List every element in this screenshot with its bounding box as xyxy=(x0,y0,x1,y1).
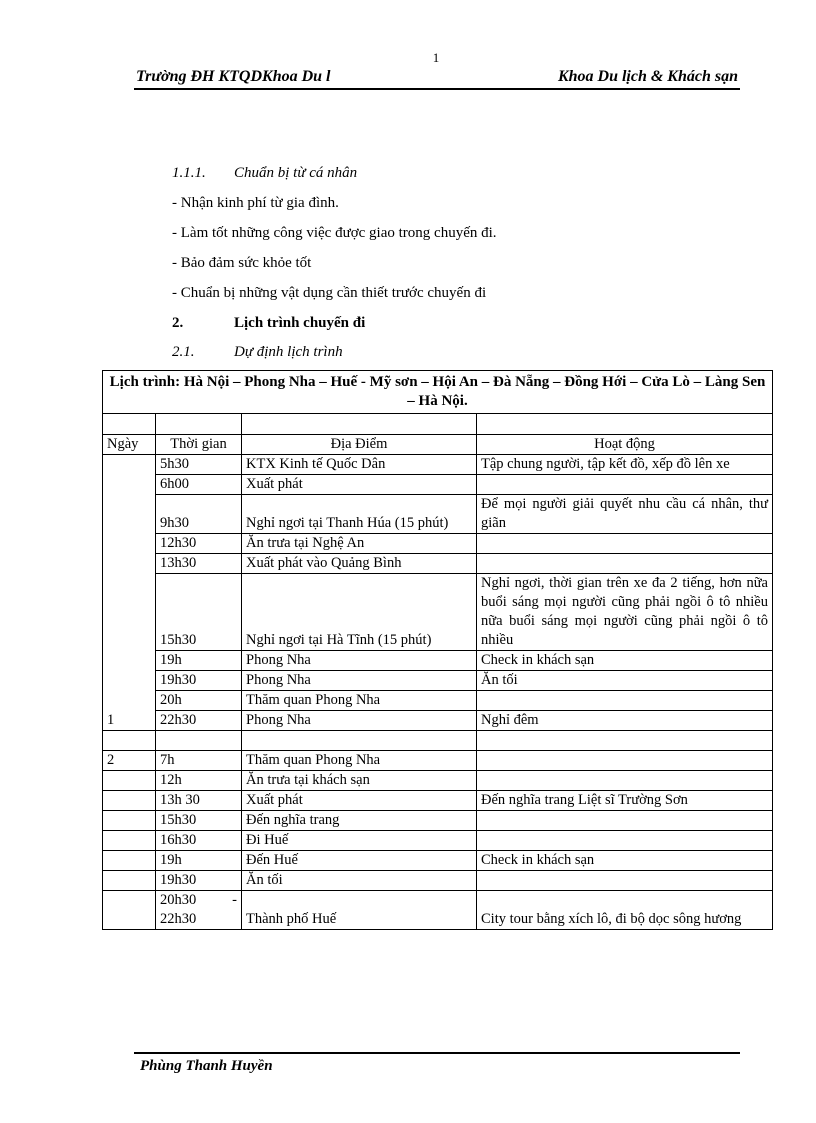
place-cell: Thăm quan Phong Nha xyxy=(242,751,477,771)
header-left: Trường ĐH KTQDKhoa Du l xyxy=(136,68,331,85)
header-activity: Hoạt động xyxy=(477,435,773,455)
activity-cell xyxy=(477,811,773,831)
table-title-row xyxy=(103,371,773,414)
time-cell: 7h xyxy=(156,751,242,771)
table-row xyxy=(103,691,773,711)
bullet-item: - Nhận kinh phí từ gia đình. xyxy=(172,195,339,211)
section-2-1-title: Dự định lịch trình xyxy=(234,344,343,360)
section-1-1-1-title: Chuẩn bị từ cá nhân xyxy=(234,165,358,181)
place-cell: Đến Huế xyxy=(242,851,477,871)
table-row xyxy=(103,811,773,831)
day-cell xyxy=(103,791,156,811)
time-cell: 9h30 xyxy=(156,495,242,534)
place-cell: Phong Nha xyxy=(242,711,477,731)
place-cell: Thăm quan Phong Nha xyxy=(242,691,477,711)
activity-cell xyxy=(477,475,773,495)
place-cell: Nghỉ ngơi tại Thanh Húa (15 phút) xyxy=(242,495,477,534)
day-cell: 2 xyxy=(103,751,156,771)
table-row xyxy=(103,475,773,495)
table-cell xyxy=(103,414,156,435)
table-row xyxy=(103,851,773,871)
time-cell: 20h xyxy=(156,691,242,711)
time-cell: 19h30 xyxy=(156,871,242,891)
day-cell: 1 xyxy=(103,455,156,731)
table-row xyxy=(103,771,773,791)
day-cell xyxy=(103,831,156,851)
header-day: Ngày xyxy=(103,435,156,455)
activity-cell xyxy=(477,691,773,711)
header-time: Thời gian xyxy=(156,435,242,455)
table-cell xyxy=(242,731,477,751)
day-cell xyxy=(103,871,156,891)
place-cell: Ăn trưa tại Nghệ An xyxy=(242,534,477,554)
table-cell xyxy=(477,731,773,751)
time-cell: 16h30 xyxy=(156,831,242,851)
day-cell xyxy=(103,811,156,831)
table-spacer-row xyxy=(103,414,773,435)
header-right: Khoa Du lịch & Khách sạn xyxy=(557,68,738,85)
time-cell: 15h30 xyxy=(156,574,242,651)
bullet-item: - Chuẩn bị những vật dụng cần thiết trước chuyến đi xyxy=(172,285,487,301)
activity-cell: Check in khách sạn xyxy=(477,851,773,871)
time-cell: 13h30 xyxy=(156,554,242,574)
table-row xyxy=(103,455,773,475)
activity-cell: Check in khách sạn xyxy=(477,651,773,671)
table-row xyxy=(103,751,773,771)
place-cell: Nghỉ ngơi tại Hà Tĩnh (15 phút) xyxy=(242,574,477,651)
table-row xyxy=(103,554,773,574)
section-1-1-1-number: 1.1.1. xyxy=(172,165,206,181)
place-cell: Đi Huế xyxy=(242,831,477,851)
activity-cell: Để mọi người giải quyết nhu cầu cá nhân, thư giãn xyxy=(477,495,773,534)
table-row xyxy=(103,871,773,891)
time-cell: 19h xyxy=(156,651,242,671)
table-cell xyxy=(103,731,156,751)
time-cell: 12h30 xyxy=(156,534,242,554)
time-cell: 20h30 - 22h30 xyxy=(156,891,242,930)
table-row xyxy=(103,534,773,554)
place-cell: Phong Nha xyxy=(242,671,477,691)
place-cell: KTX Kinh tế Quốc Dân xyxy=(242,455,477,475)
table-cell xyxy=(156,731,242,751)
activity-cell xyxy=(477,771,773,791)
table-spacer-row xyxy=(103,731,773,751)
bullet-item: - Bảo đảm sức khỏe tốt xyxy=(172,255,312,271)
time-cell: 19h xyxy=(156,851,242,871)
section-1-1-1-heading xyxy=(172,164,357,182)
place-cell: Đến nghĩa trang xyxy=(242,811,477,831)
activity-cell xyxy=(477,751,773,771)
section-2-title: Lịch trình chuyến đi xyxy=(234,315,366,331)
day-cell xyxy=(103,851,156,871)
activity-cell: Đến nghĩa trang Liệt sĩ Trường Sơn xyxy=(477,791,773,811)
table-row xyxy=(103,711,773,731)
section-2-1-number: 2.1. xyxy=(172,344,195,360)
table-cell xyxy=(156,414,242,435)
day-cell xyxy=(103,771,156,791)
time-cell: 5h30 xyxy=(156,455,242,475)
place-cell: Ăn tối xyxy=(242,871,477,891)
time-cell: 22h30 xyxy=(156,711,242,731)
table-cell xyxy=(477,414,773,435)
activity-cell xyxy=(477,534,773,554)
day-cell xyxy=(103,891,156,930)
page-footer xyxy=(134,1052,740,1074)
table-row xyxy=(103,791,773,811)
time-cell: 19h30 xyxy=(156,671,242,691)
table-row xyxy=(103,671,773,691)
table-row xyxy=(103,651,773,671)
place-cell: Xuất phát xyxy=(242,791,477,811)
place-cell: Xuất phát xyxy=(242,475,477,495)
table-row xyxy=(103,574,773,651)
section-2-number: 2. xyxy=(172,315,184,331)
activity-cell: Nghỉ ngơi, thời gian trên xe đa 2 tiếng, hơn nữa buổi sáng mọi người cũng phải ngồi ô tô nhiều nữa buổi sáng mọi người cũng phải ngồi ô tô nhiều xyxy=(477,574,773,651)
time-cell: 13h 30 xyxy=(156,791,242,811)
time-cell: 6h00 xyxy=(156,475,242,495)
section-2-heading xyxy=(172,314,365,332)
activity-cell: Nghỉ đêm xyxy=(477,711,773,731)
header-place: Địa Điểm xyxy=(242,435,477,455)
table-header-row xyxy=(103,435,773,455)
time-cell: 15h30 xyxy=(156,811,242,831)
activity-cell: City tour bằng xích lô, đi bộ dọc sông hương xyxy=(477,891,773,930)
time-cell: 12h xyxy=(156,771,242,791)
bullet-item: - Làm tốt những công việc được giao trong chuyến đi. xyxy=(172,225,497,241)
table-row xyxy=(103,495,773,534)
place-cell: Xuất phát vào Quảng Bình xyxy=(242,554,477,574)
activity-cell xyxy=(477,871,773,891)
activity-cell: Ăn tối xyxy=(477,671,773,691)
place-cell: Ăn trưa tại khách sạn xyxy=(242,771,477,791)
place-cell: Thành phố Huế xyxy=(242,891,477,930)
place-cell: Phong Nha xyxy=(242,651,477,671)
table-cell xyxy=(242,414,477,435)
activity-cell: Tập chung người, tập kết đồ, xếp đồ lên xe xyxy=(477,455,773,475)
page-header xyxy=(134,66,740,90)
page-number: 1 xyxy=(432,50,440,65)
table-row xyxy=(103,891,773,930)
table-row xyxy=(103,831,773,851)
table-title: Lịch trình: Hà Nội – Phong Nha – Huế - Mỹ sơn – Hội An – Đà Nẵng – Đồng Hới – Cửa Lò – Làng Sen – Hà Nội. xyxy=(103,371,773,414)
activity-cell xyxy=(477,831,773,851)
footer-author: Phùng Thanh Huyền xyxy=(140,1058,273,1074)
itinerary-table xyxy=(102,370,773,930)
section-2-1-heading xyxy=(172,343,343,361)
activity-cell xyxy=(477,554,773,574)
